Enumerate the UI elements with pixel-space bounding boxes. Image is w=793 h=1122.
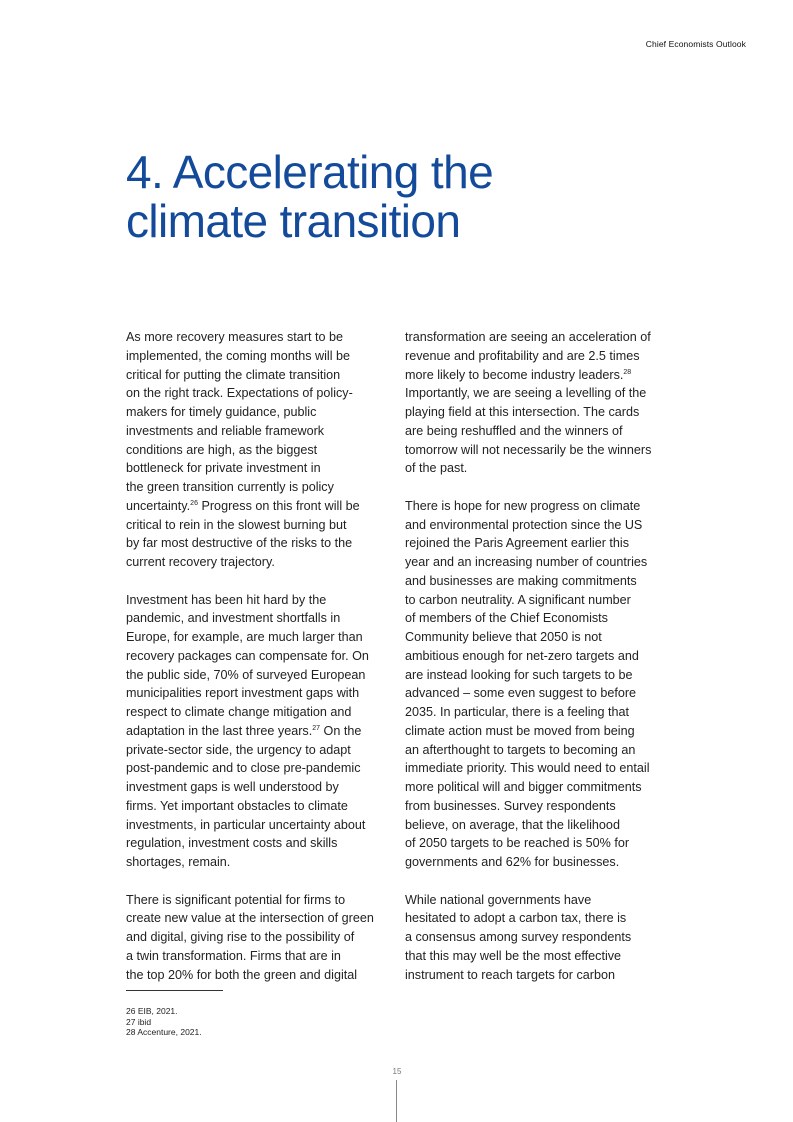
paragraph-paris-agreement <box>405 497 671 872</box>
text-line: more political will and bigger commitments <box>405 780 642 794</box>
text-line: and businesses are making commitments <box>405 573 637 588</box>
text-line: recovery packages can compensate for. On <box>126 648 369 663</box>
text-line <box>405 366 671 385</box>
chapter-title-line-1: 4. Accelerating the <box>126 146 494 198</box>
text-line: current recovery trajectory. <box>126 555 275 569</box>
text-line: There is significant potential for firms to <box>126 892 346 907</box>
text-line: pandemic, and investment shortfalls in <box>126 611 341 626</box>
text-line: a twin transformation. Firms that are in <box>126 948 341 963</box>
text-line: year and an increasing number of countries <box>405 555 648 569</box>
text-line: immediate priority. This would need to entail <box>405 761 650 776</box>
running-header: Chief Economists Outlook <box>645 39 746 49</box>
text-line: shortages, remain. <box>126 855 231 869</box>
text-fragment: uncertainty. <box>126 498 191 513</box>
text-line: firms. Yet important obstacles to climate <box>126 798 348 813</box>
text-line: investment gaps is well understood by <box>126 780 339 794</box>
paragraph-twin-transformation <box>126 891 390 985</box>
text-line: are instead looking for such targets to be <box>405 667 633 682</box>
footnote-26: 26 EIB, 2021. <box>126 1006 178 1016</box>
text-line: instrument to reach targets for carbon <box>405 967 615 982</box>
text-line: that this may well be the most effective <box>405 948 622 963</box>
text-line <box>126 497 390 516</box>
text-line: the public side, 70% of surveyed European <box>126 667 366 682</box>
text-line: As more recovery measures start to be <box>126 330 343 344</box>
text-line: Importantly, we are seeing a levelling of the <box>405 386 647 401</box>
text-line: investments, in particular uncertainty about <box>126 817 366 832</box>
text-line <box>126 722 390 741</box>
text-line: private-sector side, the urgency to adapt <box>126 742 351 757</box>
text-line: are being reshuffled and the winners of <box>405 423 623 438</box>
footnote-28: 28 Accenture, 2021. <box>126 1027 202 1037</box>
text-line: hesitated to adopt a carbon tax, there is <box>405 911 627 926</box>
page-number: 15 <box>392 1067 402 1076</box>
text-fragment: On the <box>320 723 362 738</box>
footnote-ref-27[interactable]: 27 <box>312 724 321 732</box>
page-number-rule <box>396 1080 397 1122</box>
text-line: climate action must be moved from being <box>405 723 635 738</box>
text-line: ambitious enough for net-zero targets and <box>405 648 639 663</box>
text-line: regulation, investment costs and skills <box>126 836 338 851</box>
text-line: municipalities report investment gaps with <box>126 686 360 701</box>
text-line: There is hope for new progress on climate <box>405 498 641 513</box>
text-line: critical for putting the climate transition <box>126 367 341 382</box>
text-fragment: Progress on this front will be <box>197 498 360 513</box>
text-line: an afterthought to targets to becoming an <box>405 742 636 757</box>
text-line: makers for timely guidance, public <box>126 405 317 419</box>
text-line: rejoined the Paris Agreement earlier this <box>405 536 630 551</box>
text-line: of the past. <box>405 461 468 476</box>
text-line: the top 20% for both the green and digital <box>126 967 358 982</box>
paragraph-policy-uncertainty <box>126 328 390 572</box>
text-line: playing field at this intersection. The cards <box>405 405 640 419</box>
footnote-divider <box>126 990 223 991</box>
paragraph-investment-shortfalls <box>126 591 390 872</box>
footnote-ref-26[interactable]: 26 <box>190 499 198 507</box>
text-line: Community believe that 2050 is not <box>405 630 602 644</box>
text-line: by far most destructive of the risks to the <box>126 536 353 551</box>
right-column <box>405 328 671 984</box>
text-line: post-pandemic and to close pre-pandemic <box>126 761 361 776</box>
text-line: from businesses. Survey respondents <box>405 798 616 813</box>
text-line: and digital, giving rise to the possibility of <box>126 930 355 944</box>
text-line: 2035. In particular, there is a feeling that <box>405 705 630 719</box>
footnote-ref-28[interactable]: 28 <box>623 368 632 376</box>
text-line: Europe, for example, are much larger than <box>126 630 363 644</box>
text-line: revenue and profitability and are 2.5 times <box>405 348 640 363</box>
footnotes <box>126 1006 202 1038</box>
footnote-27: 27 ibid <box>126 1016 152 1027</box>
text-line: and environmental protection since the US <box>405 517 643 532</box>
text-line: create new value at the intersection of green <box>126 911 374 926</box>
text-line: to carbon neutrality. A significant number <box>405 592 631 607</box>
text-line: believe, on average, that the likelihood <box>405 817 620 832</box>
chapter-title <box>126 148 686 246</box>
text-line: a consensus among survey respondents <box>405 930 632 944</box>
chapter-title-line-2: climate transition <box>126 195 461 247</box>
text-line: While national governments have <box>405 892 592 907</box>
text-line: advanced – some even suggest to before <box>405 686 637 701</box>
paragraph-industry-leaders <box>405 328 671 478</box>
text-fragment: adaptation in the last three years. <box>126 723 313 738</box>
text-line: on the right track. Expectations of policy- <box>126 386 353 401</box>
text-line: Investment has been hit hard by the <box>126 592 327 607</box>
text-line: of members of the Chief Economists <box>405 611 608 626</box>
text-line: respect to climate change mitigation and <box>126 705 352 719</box>
text-line: tomorrow will not necessarily be the winners <box>405 442 652 457</box>
text-line: bottleneck for private investment in <box>126 461 321 476</box>
paragraph-carbon-tax <box>405 891 671 985</box>
text-line: implemented, the coming months will be <box>126 348 350 363</box>
text-fragment: more likely to become industry leaders. <box>405 367 624 382</box>
text-line: transformation are seeing an acceleration of <box>405 330 651 344</box>
text-line: conditions are high, as the biggest <box>126 442 318 457</box>
text-line: critical to rein in the slowest burning but <box>126 517 347 532</box>
text-line: of 2050 targets to be reached is 50% for <box>405 836 630 851</box>
text-line: investments and reliable framework <box>126 423 325 438</box>
text-line: the green transition currently is policy <box>126 480 334 494</box>
left-column <box>126 328 390 984</box>
text-line: governments and 62% for businesses. <box>405 855 620 869</box>
